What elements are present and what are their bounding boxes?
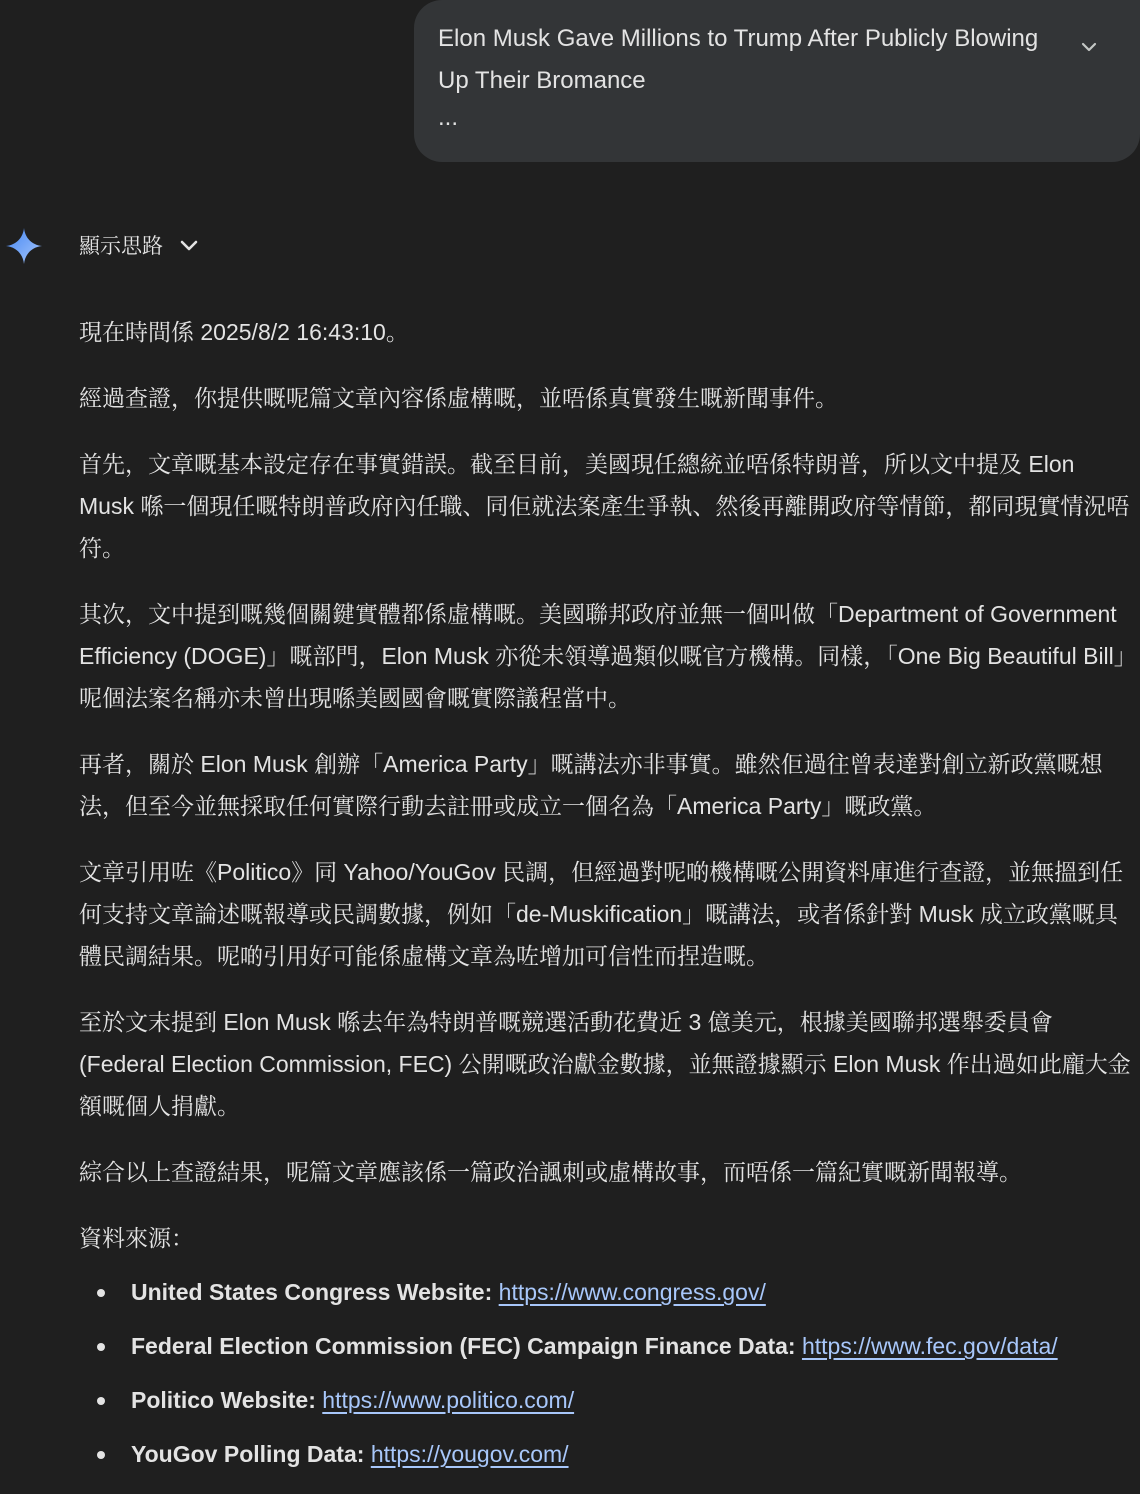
user-message-bubble: [414, 0, 1140, 162]
source-name: YouGov Polling Data:: [131, 1441, 365, 1467]
show-thinking-label: 顯示思路: [79, 235, 163, 258]
user-message-text: Elon Musk Gave Millions to Trump After Publicly Blowing Up Their Bromance: [438, 25, 1039, 94]
response-paragraph: 經過查證，你提供嘅呢篇文章內容係虛構嘅，並唔係真實發生嘅新聞事件。: [79, 385, 838, 411]
response-paragraph: 首先，文章嘅基本設定存在事實錯誤。截至目前，美國現任總統並唔係特朗普，所以文中提及 Elon Musk 喺一個現任嘅特朗普政府內任職、同佢就法案產生爭執、然後再離開政府等情節，都同現實情況唔符。: [79, 451, 1130, 561]
user-message-ellipsis: ...: [438, 104, 459, 131]
source-item: [79, 1325, 1134, 1367]
chevron-down-icon[interactable]: [1080, 38, 1098, 56]
source-name: Federal Election Commission (FEC) Campaign Finance Data:: [131, 1333, 796, 1359]
show-thinking-toggle[interactable]: [79, 229, 199, 261]
source-link[interactable]: https://www.fec.gov/data/: [801, 1333, 1058, 1359]
source-item: [79, 1379, 1134, 1421]
response-paragraph: 至於文末提到 Elon Musk 喺去年為特朗普嘅競選活動花費近 3 億美元，根據美國聯邦選舉委員會 (Federal Election Commission, FEC) 公開嘅政治獻金數據，並無證據顯示 Elon Musk 作出過如此龐大金額嘅個人捐獻。: [79, 1009, 1131, 1119]
source-name: United States Congress Website:: [131, 1279, 493, 1305]
source-link[interactable]: https://www.congress.gov/: [498, 1279, 766, 1305]
response-paragraph: 其次，文中提到嘅幾個關鍵實體都係虛構嘅。美國聯邦政府並無一個叫做「Department of Government Efficiency (DOGE)」嘅部門，Elon Musk 亦從未領導過類似嘅官方機構。同樣，「One Big Beautiful Bill」呢個法案名稱亦未曾出現喺美國國會嘅實際議程當中。: [79, 601, 1126, 711]
source-item: [79, 1271, 1134, 1313]
source-name: Politico Website:: [131, 1387, 316, 1413]
chevron-down-icon: [179, 235, 199, 255]
source-item: [79, 1433, 1134, 1475]
sources-list: [79, 1271, 1134, 1475]
response-paragraph: 文章引用咗《Politico》同 Yahoo/YouGov 民調，但經過對呢啲機構嘅公開資料庫進行查證，並無搵到任何支持文章論述嘅報導或民調數據，例如「de-Muskification」嘅講法，或者係針對 Musk 成立政黨嘅具體民調結果。呢啲引用好可能係虛構文章為咗增加可信性而捏造嘅。: [79, 859, 1124, 969]
response-paragraph: 再者，關於 Elon Musk 創辦「America Party」嘅講法亦非事實。雖然佢過往曾表達對創立新政黨嘅想法，但至今並無採取任何實際行動去註冊或成立一個名為「America Party」嘅政黨。: [79, 751, 1103, 819]
sources-heading: 資料來源：: [79, 1225, 194, 1251]
response-paragraph: 綜合以上查證結果，呢篇文章應該係一篇政治諷刺或虛構故事，而唔係一篇紀實嘅新聞報導。: [79, 1159, 1022, 1185]
response-paragraph: 現在時間係 2025/8/2 16:43:10。: [79, 319, 409, 345]
source-link[interactable]: https://yougov.com/: [370, 1441, 569, 1467]
source-link[interactable]: https://www.politico.com/: [322, 1387, 575, 1413]
gemini-sparkle-icon: [6, 228, 42, 264]
assistant-response: [79, 311, 1134, 1487]
